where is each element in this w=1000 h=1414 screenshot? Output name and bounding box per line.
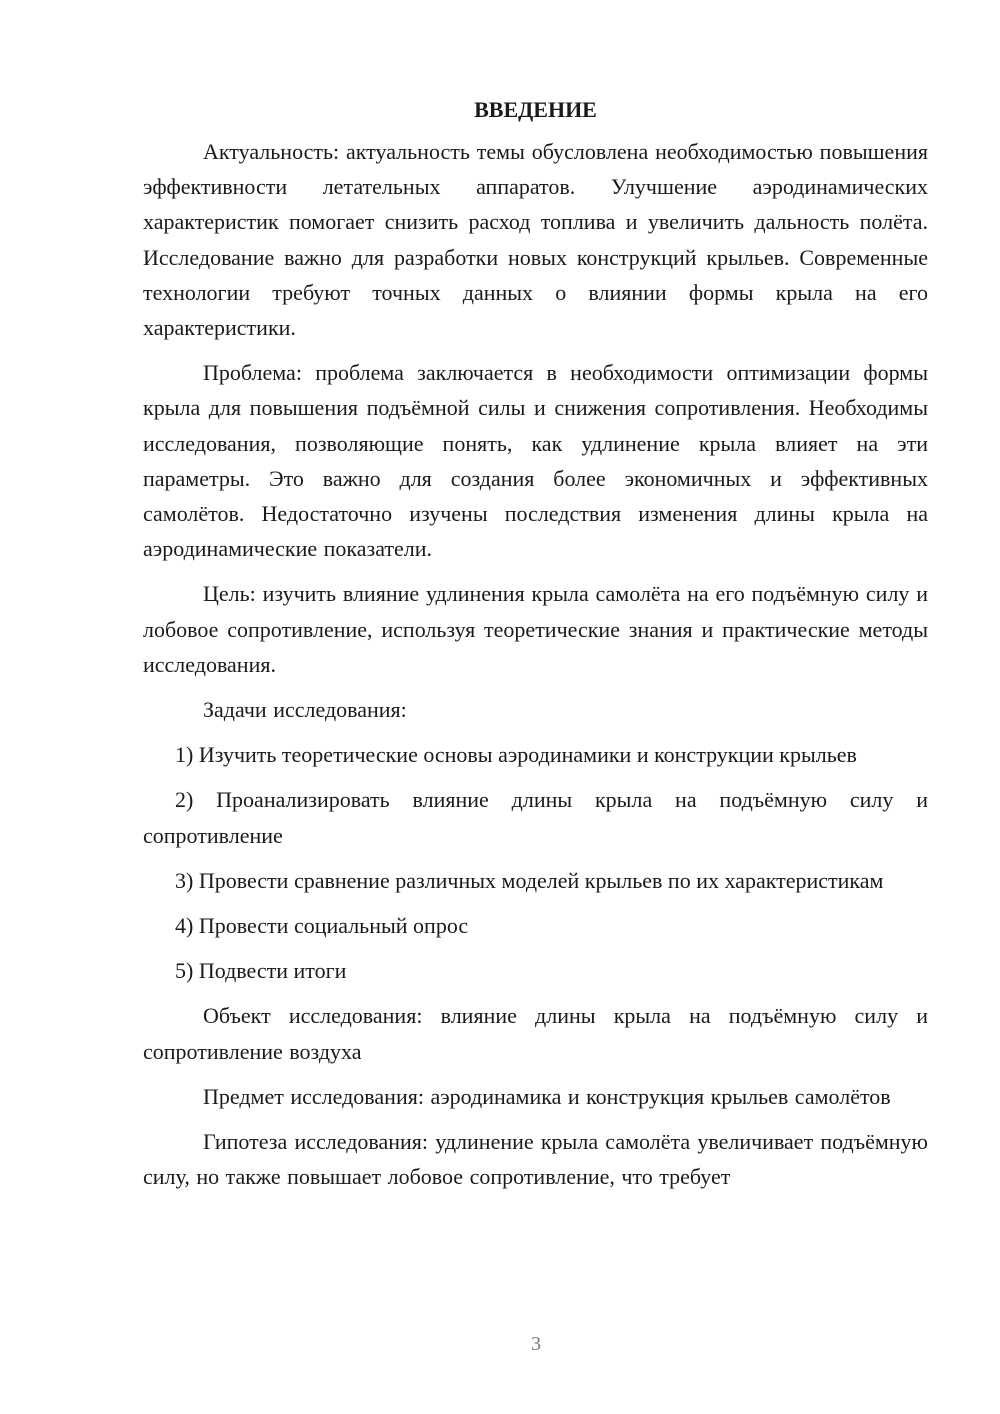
object-paragraph: Объект исследования: влияние длины крыла на подъёмную силу и сопротивление воздуха (143, 1003, 928, 1064)
task-item-2: 2) Проанализировать влияние длины крыла на подъёмную силу и сопротивление (143, 787, 928, 848)
task-item-5: 5) Подвести итоги (175, 958, 347, 984)
task-item-3: 3) Провести сравнение различных моделей крыльев по их характеристикам (175, 867, 884, 893)
page-number: 3 (531, 1333, 541, 1355)
goal-paragraph: Цель: изучить влияние удлинения крыла самолёта на его подъёмную силу и лобовое сопротивление, используя теоретические знания и практические методы исследования. (143, 581, 928, 677)
section-title: ВВЕДЕНИЕ (474, 97, 597, 122)
page-content (143, 92, 928, 1204)
problem-paragraph: Проблема: проблема заключается в необходимости оптимизации формы крыла для повышения подъёмной силы и снижения сопротивления. Необходимы исследования, позволяющие понять, как удлинение крыла влияет на эти параметры. Это важно для создания более экономичных и эффективных самолётов. Недостаточно изучены последствия изменения длины крыла на аэродинамические показатели. (143, 360, 928, 562)
tasks-heading: Задачи исследования: (203, 697, 407, 723)
relevance-paragraph: Актуальность: актуальность темы обусловлена необходимостью повышения эффективности летательных аппаратов. Улучшение аэродинамических характеристик помогает снизить расход топлива и увеличить дальность полёта. Исследование важно для разработки новых конструкций крыльев. Современные технологии требуют точных данных о влиянии формы крыла на его характеристики. (143, 139, 928, 341)
task-item-1: 1) Изучить теоретические основы аэродинамики и конструкции крыльев (175, 742, 857, 768)
task-item-4: 4) Провести социальный опрос (175, 913, 469, 939)
hypothesis-paragraph: Гипотеза исследования: удлинение крыла самолёта увеличивает подъёмную силу, но также повышает лобовое сопротивление, что требует (143, 1129, 928, 1190)
subject-paragraph: Предмет исследования: аэродинамика и конструкция крыльев самолётов (203, 1083, 891, 1109)
